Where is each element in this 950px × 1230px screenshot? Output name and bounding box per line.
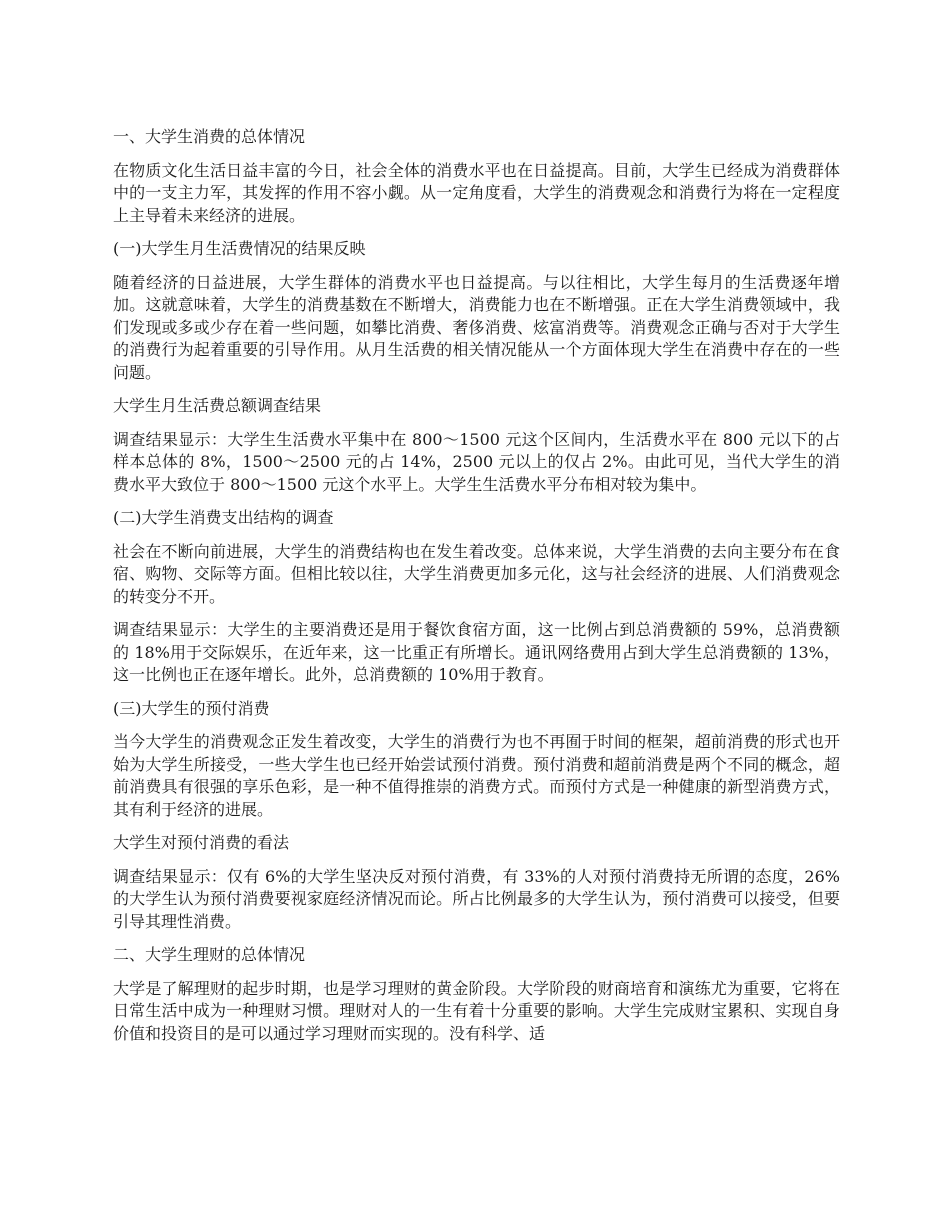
paragraph: 调查结果显示：大学生的主要消费还是用于餐饮食宿方面，这一比例占到总消费额的 59%，总消费额的 18%用于交际娱乐，在近年来，这一比重正有所增长。通讯网络费用占到大学生总消费额的 13%，这一比例也正在逐年增长。此外，总消费额的 10%用于教育。 [113,620,840,684]
paragraph: 随着经济的日益进展，大学生群体的消费水平也日益提高。与以往相比，大学生每月的生活费逐年增加。这就意味着，大学生的消费基数在不断增大，消费能力也在不断增强。正在大学生消费领域中，我们发现或多或少存在着一些问题，如攀比消费、奢侈消费、炫富消费等。消费观念正确与否对于大学生的消费行为起着重要的引导作用。从月生活费的相关情况能从一个方面体现大学生在消费中存在的一些问题。 [113,272,840,382]
paragraph: 社会在不断向前进展，大学生的消费结构也在发生着改变。总体来说，大学生消费的去向主要分布在食宿、购物、交际等方面。但相比较以往，大学生消费更加多元化，这与社会经济的进展、人们消费观念的转变分不开。 [113,541,840,606]
subsection-heading: (二)大学生消费支出结构的调查 [113,508,334,527]
paragraph: 调查结果显示：仅有 6%的大学生坚决反对预付消费，有 33%的人对预付消费持无所谓的态度，26%的大学生认为预付消费要视家庭经济情况而论。所占比例最多的大学生认为，预付消费可以接受，但要引导其理性消费。 [113,866,840,931]
section-heading: 二、大学生理财的总体情况 [113,945,306,964]
subsection-heading: (三)大学生的预付消费 [113,698,270,718]
document-body [113,126,840,1056]
section-heading: 一、大学生消费的总体情况 [113,127,306,146]
subsection-heading: 大学生月生活费总额调查结果 [113,396,322,415]
subsection-heading: (一)大学生月生活费情况的结果反映 [113,239,366,258]
subsection-heading: 大学生对预付消费的看法 [113,833,290,852]
paragraph: 大学是了解理财的起步时期，也是学习理财的黄金阶段。大学阶段的财商培育和演练尤为重要，它将在日常生活中成为一种理财习惯。理财对人的一生有着十分重要的影响。大学生完成财宝累积、实现自身价值和投资目的是可以通过学习理财而实现的。没有科学、适 [113,978,840,1043]
paragraph: 当今大学生的消费观念正发生着改变，大学生的消费行为也不再囿于时间的框架，超前消费的形式也开始为大学生所接受，一些大学生也已经开始尝试预付消费。预付消费和超前消费是两个不同的概念，超前消费具有很强的享乐色彩，是一种不值得推崇的消费方式。而预付方式是一种健康的新型消费方式，其有利于经济的进展。 [113,732,840,819]
paragraph: 调查结果显示：大学生生活费水平集中在 800～1500 元这个区间内，生活费水平在 800 元以下的占样本总体的 8%，1500～2500 元的占 14%，2500 元以上的仅占 2%。由此可见，当代大学生的消费水平大致位于 800～1500 元这个水平上。大学生生活费水平分布相对较为集中。 [113,429,840,494]
paragraph: 在物质文化生活日益丰富的今日，社会全体的消费水平也在日益提高。目前，大学生已经成为消费群体中的一支主力军，其发挥的作用不容小觑。从一定角度看，大学生的消费观念和消费行为将在一定程度上主导着未来经济的进展。 [113,160,840,225]
